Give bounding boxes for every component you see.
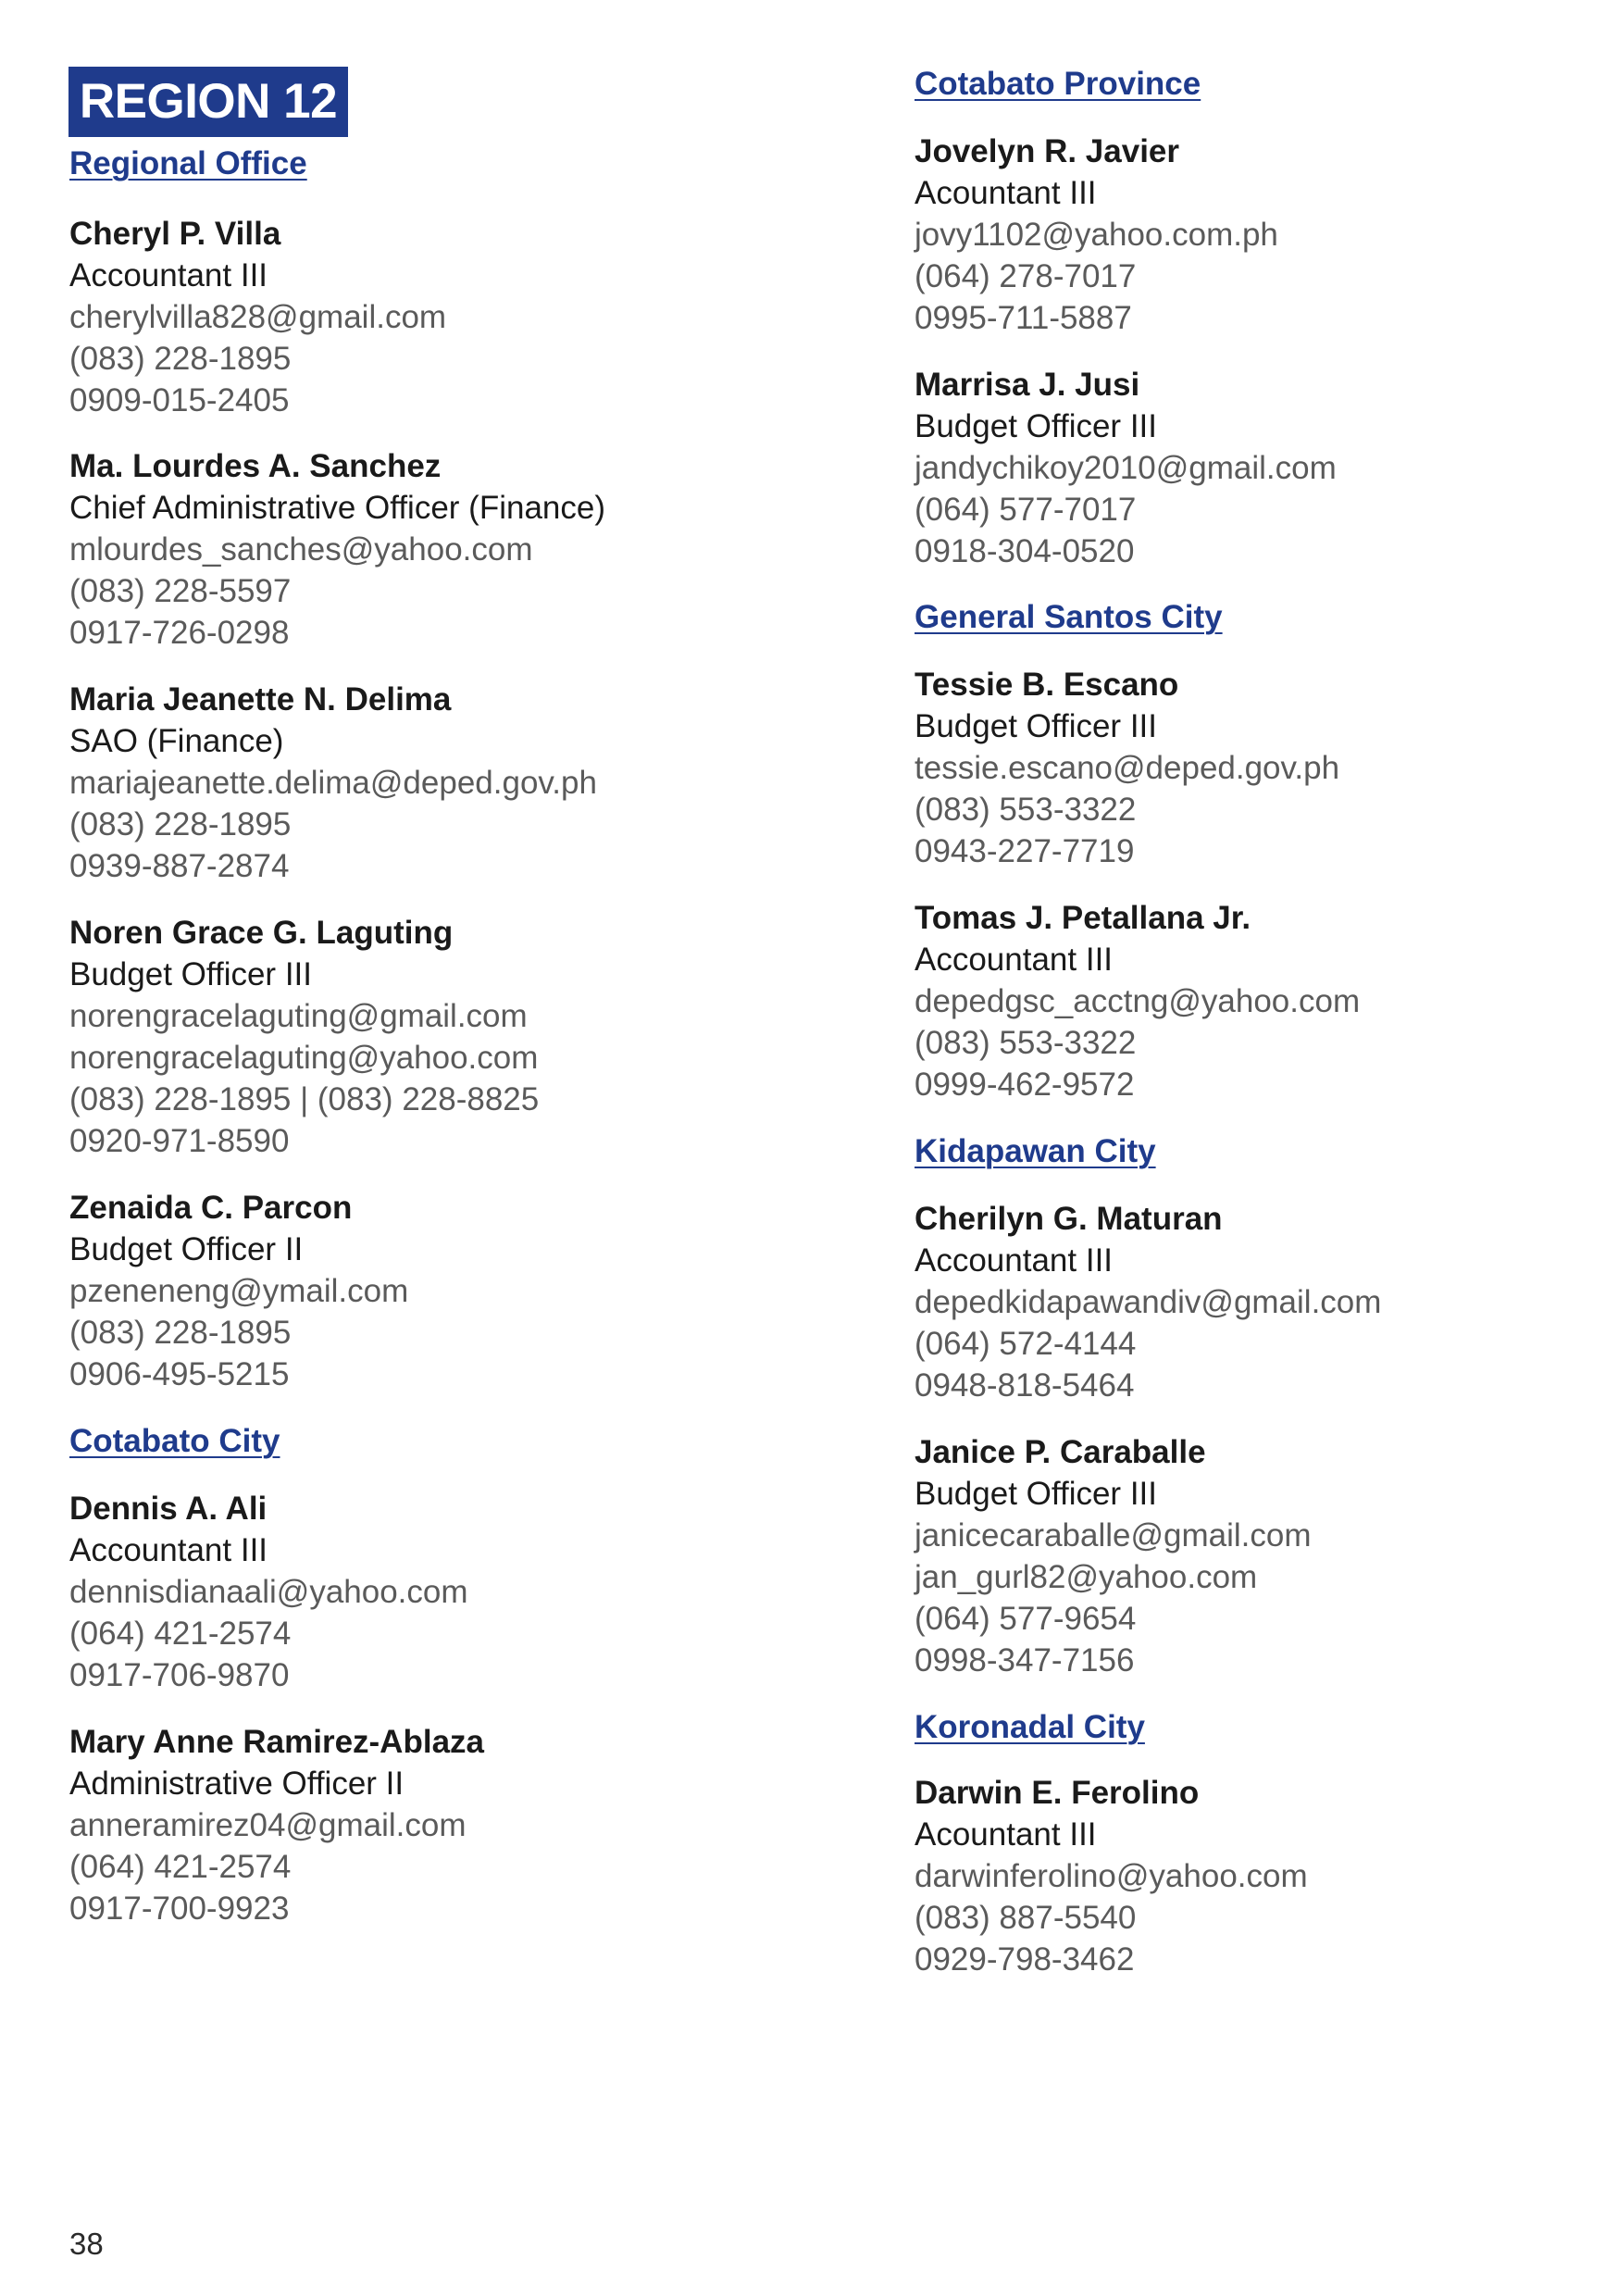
contact-card [69,445,605,654]
contact-email: pzeneneng@ymail.com [69,1273,409,1309]
section-heading-kidapawan-city: Kidapawan City [915,1133,1156,1169]
contact-mobile: 0948-818-5464 [915,1367,1135,1404]
contact-mobile: 0920-971-8590 [69,1123,290,1159]
contact-phone: (083) 553-3322 [915,792,1137,828]
contact-email: depedkidapawandiv@gmail.com [915,1284,1382,1320]
contact-email: darwinferolino@yahoo.com [915,1858,1308,1894]
contact-phone: (064) 421-2574 [69,1849,292,1885]
contact-email: jan_gurl82@yahoo.com [915,1559,1258,1595]
contact-mobile: 0939-887-2874 [69,848,290,884]
contact-card [69,1488,468,1696]
contact-position: Administrative Officer II [69,1766,404,1802]
section-heading-koronadal-city: Koronadal City [915,1709,1145,1745]
contact-position: Accountant III [69,1532,268,1568]
contact-name: Janice P. Caraballe [915,1434,1206,1470]
section-kidapawan-city [915,1133,1156,1170]
contact-phone: (064) 421-2574 [69,1616,292,1652]
contact-mobile: 0906-495-5215 [69,1356,290,1392]
contact-phone: (064) 577-9654 [915,1601,1137,1637]
contact-card [915,364,1337,572]
contact-name: Cheryl P. Villa [69,216,281,252]
contact-email: cherylvilla828@gmail.com [69,299,447,335]
contact-card [915,1431,1312,1681]
contact-card [69,1187,408,1395]
contact-name: Noren Grace G. Laguting [69,915,454,951]
contact-position: Accountant III [69,257,268,293]
contact-position: SAO (Finance) [69,723,284,759]
contact-card [915,1772,1308,1980]
contact-card [69,213,446,421]
contact-email: janicecaraballe@gmail.com [915,1517,1312,1554]
section-cotabato-province [915,66,1201,103]
contact-position: Budget Officer III [915,408,1157,444]
page-number: 38 [69,2227,104,2261]
contact-email: mariajeanette.delima@deped.gov.ph [69,765,597,801]
section-general-santos-city [915,599,1223,636]
contact-email: norengracelaguting@gmail.com [69,998,528,1034]
contact-email: anneramirez04@gmail.com [69,1807,467,1843]
contact-name: Darwin E. Ferolino [915,1775,1200,1811]
section-koronadal-city [915,1709,1145,1746]
contact-mobile: 0918-304-0520 [915,533,1135,569]
contact-name: Maria Jeanette N. Delima [69,681,452,718]
contact-card [915,131,1278,339]
contact-card [915,1198,1381,1406]
contact-name: Tomas J. Petallana Jr. [915,900,1251,936]
contact-email: norengracelaguting@yahoo.com [69,1040,539,1076]
contact-phone: (064) 278-7017 [915,258,1137,294]
contact-position: Budget Officer III [69,956,312,992]
contact-mobile: 0929-798-3462 [915,1941,1135,1978]
contact-email: tessie.escano@deped.gov.ph [915,750,1340,786]
contact-email: dennisdianaali@yahoo.com [69,1574,468,1610]
contact-mobile: 0943-227-7719 [915,833,1135,869]
contact-email: jovy1102@yahoo.com.ph [915,217,1278,253]
contact-phone: (064) 577-7017 [915,492,1137,528]
contact-phone: (083) 228-1895 [69,1315,292,1351]
contact-phone: (083) 228-1895 | (083) 228-8825 [69,1081,540,1117]
contact-card [69,912,539,1162]
contact-mobile: 0998-347-7156 [915,1642,1135,1678]
contact-position: Budget Officer II [69,1231,304,1267]
contact-position: Budget Officer III [915,1476,1157,1512]
contact-phone: (083) 553-3322 [915,1025,1137,1061]
contact-mobile: 0999-462-9572 [915,1067,1135,1103]
section-cotabato-city [69,1423,280,1460]
region-title: REGION 12 [68,67,348,137]
contact-mobile: 0917-700-9923 [69,1890,290,1927]
contact-position: Chief Administrative Officer (Finance) [69,490,606,526]
section-heading-cotabato-city: Cotabato City [69,1423,280,1459]
contact-name: Tessie B. Escano [915,667,1179,703]
contact-name: Mary Anne Ramirez-Ablaza [69,1724,484,1760]
contact-phone: (083) 228-1895 [69,341,292,377]
contact-name: Jovelyn R. Javier [915,133,1179,169]
contact-name: Dennis A. Ali [69,1491,268,1527]
contact-email: mlourdes_sanches@yahoo.com [69,531,533,568]
contact-phone: (083) 228-1895 [69,806,292,842]
contact-position: Acountant III [915,1816,1097,1853]
contact-mobile: 0917-726-0298 [69,615,290,651]
contact-mobile: 0995-711-5887 [915,300,1132,336]
contact-card [69,679,597,887]
contact-mobile: 0909-015-2405 [69,382,290,418]
contact-position: Acountant III [915,175,1097,211]
contact-position: Budget Officer III [915,708,1157,744]
contact-email: jandychikoy2010@gmail.com [915,450,1337,486]
contact-email: depedgsc_acctng@yahoo.com [915,983,1361,1019]
contact-mobile: 0917-706-9870 [69,1657,290,1693]
contact-position: Accountant III [915,1242,1114,1279]
section-heading-general-santos-city: General Santos City [915,599,1223,635]
contact-phone: (083) 228-5597 [69,573,292,609]
contact-name: Cherilyn G. Maturan [915,1201,1223,1237]
section-regional-office [69,145,307,182]
section-heading-cotabato-province: Cotabato Province [915,66,1201,102]
section-heading-regional-office: Regional Office [69,145,307,181]
contact-card [915,664,1339,872]
contact-card [69,1721,484,1929]
contact-position: Accountant III [915,942,1114,978]
contact-phone: (083) 887-5540 [915,1900,1137,1936]
contact-name: Ma. Lourdes A. Sanchez [69,448,442,484]
contact-name: Marrisa J. Jusi [915,367,1140,403]
contact-name: Zenaida C. Parcon [69,1190,353,1226]
contact-card [915,897,1360,1105]
contact-phone: (064) 572-4144 [915,1326,1137,1362]
